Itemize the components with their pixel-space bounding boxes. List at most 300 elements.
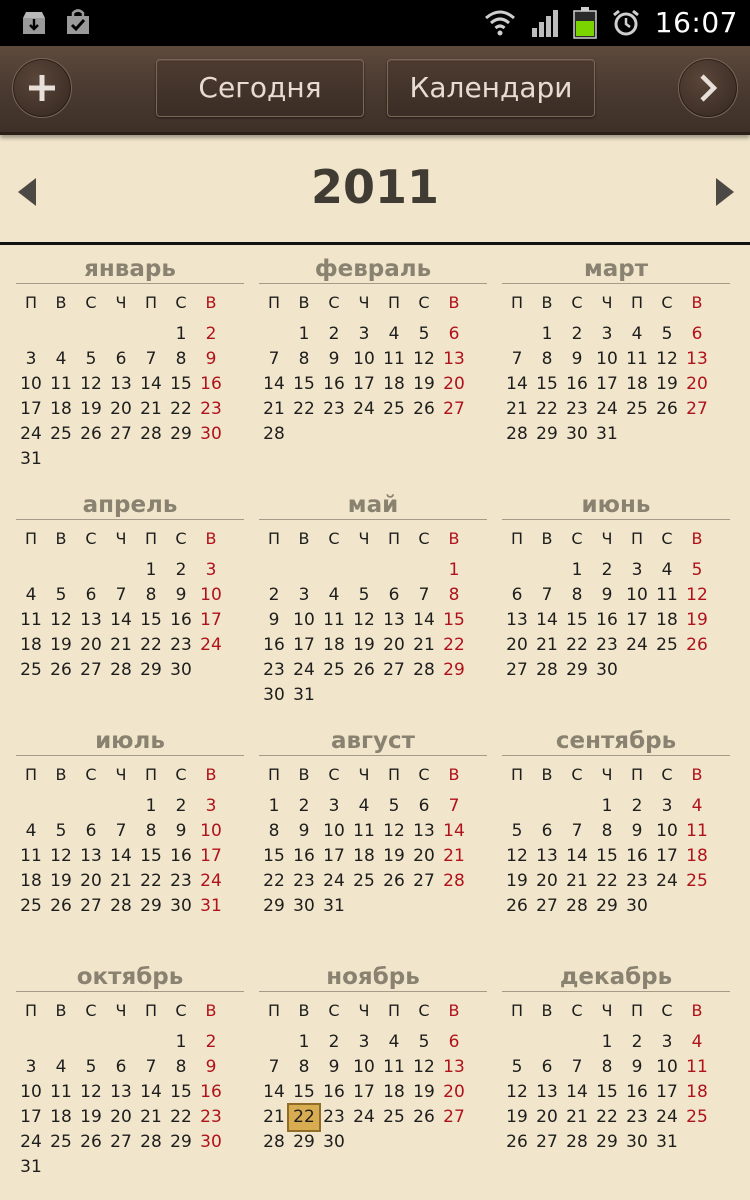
- day-cell[interactable]: 22: [293, 399, 315, 419]
- day-cell[interactable]: 15: [443, 610, 465, 630]
- day-cell[interactable]: 25: [323, 660, 345, 680]
- day-cell[interactable]: 26: [413, 399, 435, 419]
- day-cell[interactable]: 20: [536, 871, 558, 891]
- day-cell[interactable]: 9: [571, 349, 583, 369]
- day-cell[interactable]: 7: [571, 821, 583, 841]
- day-cell[interactable]: 20: [383, 635, 405, 655]
- day-cell[interactable]: 8: [145, 821, 157, 841]
- month-block[interactable]: [259, 486, 487, 718]
- day-cell[interactable]: 27: [80, 660, 102, 680]
- day-cell[interactable]: 10: [626, 585, 648, 605]
- day-cell[interactable]: 14: [566, 1082, 588, 1102]
- day-cell[interactable]: 20: [443, 374, 465, 394]
- month-block[interactable]: [259, 958, 487, 1190]
- day-cell[interactable]: 8: [541, 349, 553, 369]
- day-cell[interactable]: 22: [596, 1107, 618, 1127]
- day-cell[interactable]: 13: [110, 374, 132, 394]
- day-cell[interactable]: 14: [140, 374, 162, 394]
- day-cell[interactable]: 18: [656, 610, 678, 630]
- day-cell[interactable]: 3: [601, 324, 613, 344]
- day-cell[interactable]: 28: [263, 424, 285, 444]
- day-cell[interactable]: 13: [110, 1082, 132, 1102]
- day-cell[interactable]: 29: [170, 424, 192, 444]
- day-cell[interactable]: 26: [353, 660, 375, 680]
- day-cell[interactable]: 13: [506, 610, 528, 630]
- day-cell[interactable]: 18: [626, 374, 648, 394]
- day-cell[interactable]: 24: [323, 871, 345, 891]
- day-cell[interactable]: 23: [626, 871, 648, 891]
- day-cell[interactable]: 9: [175, 821, 187, 841]
- day-cell[interactable]: 17: [596, 374, 618, 394]
- day-cell[interactable]: 12: [50, 846, 72, 866]
- day-cell[interactable]: 20: [443, 1082, 465, 1102]
- day-cell[interactable]: 1: [541, 324, 553, 344]
- day-cell[interactable]: 26: [80, 424, 102, 444]
- day-cell[interactable]: 2: [328, 324, 340, 344]
- day-cell[interactable]: 9: [298, 821, 310, 841]
- day-cell[interactable]: 16: [626, 846, 648, 866]
- day-cell[interactable]: 29: [566, 660, 588, 680]
- day-cell[interactable]: 27: [506, 660, 528, 680]
- day-cell[interactable]: 3: [358, 324, 370, 344]
- day-cell[interactable]: 17: [200, 846, 222, 866]
- day-cell[interactable]: 17: [656, 846, 678, 866]
- day-cell[interactable]: 2: [298, 796, 310, 816]
- day-cell[interactable]: 12: [656, 349, 678, 369]
- day-cell[interactable]: 22: [140, 635, 162, 655]
- day-cell[interactable]: 30: [170, 896, 192, 916]
- day-cell[interactable]: 22: [566, 635, 588, 655]
- day-cell[interactable]: 10: [656, 821, 678, 841]
- day-cell[interactable]: 13: [413, 821, 435, 841]
- day-cell[interactable]: 22: [170, 399, 192, 419]
- day-cell[interactable]: 15: [293, 1082, 315, 1102]
- day-cell[interactable]: 11: [323, 610, 345, 630]
- day-cell[interactable]: 12: [506, 846, 528, 866]
- day-cell[interactable]: 18: [20, 871, 42, 891]
- day-cell[interactable]: 22: [170, 1107, 192, 1127]
- day-cell[interactable]: 16: [596, 610, 618, 630]
- day-cell[interactable]: 21: [566, 1107, 588, 1127]
- day-cell[interactable]: 17: [293, 635, 315, 655]
- day-cell[interactable]: 6: [541, 1057, 553, 1077]
- day-cell[interactable]: 10: [656, 1057, 678, 1077]
- day-cell[interactable]: 4: [25, 821, 37, 841]
- day-cell[interactable]: 8: [175, 1057, 187, 1077]
- day-cell[interactable]: 28: [413, 660, 435, 680]
- day-cell[interactable]: 19: [80, 1107, 102, 1127]
- day-cell[interactable]: 24: [656, 871, 678, 891]
- day-cell[interactable]: 6: [115, 1057, 127, 1077]
- day-cell[interactable]: 18: [20, 635, 42, 655]
- day-cell[interactable]: 28: [263, 1132, 285, 1152]
- day-cell[interactable]: 15: [536, 374, 558, 394]
- day-cell[interactable]: 7: [145, 349, 157, 369]
- day-cell[interactable]: 28: [140, 424, 162, 444]
- day-cell[interactable]: 10: [200, 821, 222, 841]
- day-cell[interactable]: 16: [626, 1082, 648, 1102]
- day-cell[interactable]: 5: [418, 1032, 430, 1052]
- day-cell[interactable]: 5: [85, 349, 97, 369]
- day-cell[interactable]: 11: [50, 1082, 72, 1102]
- day-cell[interactable]: 2: [205, 1032, 217, 1052]
- day-cell[interactable]: 31: [20, 1157, 42, 1177]
- day-cell[interactable]: 16: [293, 846, 315, 866]
- day-cell[interactable]: 21: [263, 399, 285, 419]
- day-cell[interactable]: 2: [268, 585, 280, 605]
- day-cell[interactable]: 11: [383, 349, 405, 369]
- day-cell[interactable]: 18: [353, 846, 375, 866]
- day-cell[interactable]: 4: [631, 324, 643, 344]
- day-cell[interactable]: 2: [175, 560, 187, 580]
- day-cell[interactable]: 21: [263, 1107, 285, 1127]
- day-cell[interactable]: 31: [293, 685, 315, 705]
- day-cell[interactable]: 21: [140, 399, 162, 419]
- day-cell[interactable]: 1: [571, 560, 583, 580]
- day-cell[interactable]: 8: [268, 821, 280, 841]
- day-cell[interactable]: 5: [55, 821, 67, 841]
- day-cell[interactable]: 6: [511, 585, 523, 605]
- day-cell[interactable]: 24: [596, 399, 618, 419]
- day-cell[interactable]: 1: [175, 1032, 187, 1052]
- day-cell[interactable]: 1: [145, 796, 157, 816]
- day-cell[interactable]: 14: [110, 610, 132, 630]
- day-cell[interactable]: 6: [541, 821, 553, 841]
- day-cell[interactable]: 16: [323, 1082, 345, 1102]
- day-cell[interactable]: 8: [448, 585, 460, 605]
- day-cell[interactable]: 4: [55, 1057, 67, 1077]
- day-cell[interactable]: 20: [686, 374, 708, 394]
- day-cell[interactable]: 21: [506, 399, 528, 419]
- day-cell[interactable]: 17: [626, 610, 648, 630]
- day-cell[interactable]: 2: [175, 796, 187, 816]
- day-cell[interactable]: 25: [383, 399, 405, 419]
- day-cell[interactable]: 3: [298, 585, 310, 605]
- month-block[interactable]: [259, 722, 487, 954]
- day-cell[interactable]: 29: [140, 896, 162, 916]
- day-cell[interactable]: 25: [20, 896, 42, 916]
- day-cell[interactable]: 15: [140, 846, 162, 866]
- day-cell[interactable]: 19: [353, 635, 375, 655]
- day-cell[interactable]: 24: [200, 871, 222, 891]
- day-cell[interactable]: 16: [200, 374, 222, 394]
- day-cell[interactable]: 29: [536, 424, 558, 444]
- day-cell[interactable]: 22: [443, 635, 465, 655]
- day-cell[interactable]: 19: [413, 1082, 435, 1102]
- day-cell[interactable]: 27: [413, 871, 435, 891]
- day-cell[interactable]: 27: [383, 660, 405, 680]
- day-cell[interactable]: 12: [383, 821, 405, 841]
- day-cell[interactable]: 30: [293, 896, 315, 916]
- day-cell[interactable]: 25: [626, 399, 648, 419]
- day-cell[interactable]: 13: [80, 610, 102, 630]
- day-cell[interactable]: 28: [140, 1132, 162, 1152]
- day-cell[interactable]: 19: [686, 610, 708, 630]
- day-cell[interactable]: 24: [200, 635, 222, 655]
- day-cell[interactable]: 20: [536, 1107, 558, 1127]
- day-cell[interactable]: 8: [298, 1057, 310, 1077]
- day-cell[interactable]: 25: [383, 1107, 405, 1127]
- month-block[interactable]: [16, 486, 244, 718]
- day-cell[interactable]: 21: [140, 1107, 162, 1127]
- day-cell[interactable]: 30: [200, 424, 222, 444]
- day-cell[interactable]: 5: [511, 821, 523, 841]
- day-cell[interactable]: 2: [328, 1032, 340, 1052]
- day-cell[interactable]: 4: [55, 349, 67, 369]
- day-cell[interactable]: 30: [170, 660, 192, 680]
- day-cell[interactable]: 24: [293, 660, 315, 680]
- day-cell[interactable]: 15: [566, 610, 588, 630]
- day-cell[interactable]: 18: [50, 1107, 72, 1127]
- day-cell[interactable]: 5: [358, 585, 370, 605]
- day-cell[interactable]: 12: [80, 374, 102, 394]
- day-cell[interactable]: 17: [20, 399, 42, 419]
- day-cell[interactable]: 25: [20, 660, 42, 680]
- day-cell[interactable]: 8: [175, 349, 187, 369]
- day-cell[interactable]: 27: [110, 424, 132, 444]
- day-cell[interactable]: 2: [631, 796, 643, 816]
- day-cell[interactable]: 25: [686, 871, 708, 891]
- day-cell[interactable]: 26: [50, 896, 72, 916]
- day-cell[interactable]: 24: [353, 1107, 375, 1127]
- day-cell[interactable]: 3: [328, 796, 340, 816]
- day-cell[interactable]: 29: [293, 1132, 315, 1152]
- day-cell[interactable]: 30: [263, 685, 285, 705]
- day-cell[interactable]: 14: [413, 610, 435, 630]
- day-cell[interactable]: 16: [170, 610, 192, 630]
- day-cell[interactable]: 16: [263, 635, 285, 655]
- day-cell[interactable]: 28: [110, 896, 132, 916]
- day-cell[interactable]: 6: [418, 796, 430, 816]
- day-cell[interactable]: 10: [293, 610, 315, 630]
- day-cell[interactable]: 22: [140, 871, 162, 891]
- month-block[interactable]: [502, 722, 730, 954]
- day-cell[interactable]: 3: [631, 560, 643, 580]
- day-cell[interactable]: 5: [55, 585, 67, 605]
- today-button[interactable]: Сегодня: [156, 59, 364, 117]
- day-cell[interactable]: 16: [170, 846, 192, 866]
- day-cell[interactable]: 18: [50, 399, 72, 419]
- day-cell[interactable]: 25: [686, 1107, 708, 1127]
- day-cell[interactable]: 18: [383, 1082, 405, 1102]
- month-block[interactable]: [259, 250, 487, 482]
- day-cell[interactable]: 14: [263, 374, 285, 394]
- day-cell[interactable]: 23: [263, 660, 285, 680]
- day-cell[interactable]: 14: [536, 610, 558, 630]
- day-cell[interactable]: 1: [601, 1032, 613, 1052]
- day-cell[interactable]: 14: [263, 1082, 285, 1102]
- month-block[interactable]: [16, 250, 244, 482]
- day-cell[interactable]: 6: [115, 349, 127, 369]
- day-cell[interactable]: 21: [536, 635, 558, 655]
- day-cell[interactable]: 20: [80, 871, 102, 891]
- day-cell[interactable]: 19: [413, 374, 435, 394]
- day-cell[interactable]: 14: [443, 821, 465, 841]
- day-cell[interactable]: 21: [443, 846, 465, 866]
- day-cell[interactable]: 22: [536, 399, 558, 419]
- day-cell[interactable]: 9: [328, 1057, 340, 1077]
- day-cell[interactable]: 31: [323, 896, 345, 916]
- day-cell[interactable]: 16: [323, 374, 345, 394]
- day-cell[interactable]: 10: [20, 1082, 42, 1102]
- day-cell[interactable]: 7: [448, 796, 460, 816]
- month-block[interactable]: [16, 958, 244, 1190]
- day-cell[interactable]: 26: [686, 635, 708, 655]
- day-cell[interactable]: 5: [661, 324, 673, 344]
- day-cell[interactable]: 7: [571, 1057, 583, 1077]
- day-cell[interactable]: 31: [596, 424, 618, 444]
- day-cell[interactable]: 9: [328, 349, 340, 369]
- day-cell[interactable]: 27: [536, 1132, 558, 1152]
- day-cell[interactable]: 30: [566, 424, 588, 444]
- day-cell[interactable]: 1: [448, 560, 460, 580]
- month-block[interactable]: [502, 958, 730, 1190]
- day-cell[interactable]: 23: [200, 399, 222, 419]
- day-cell[interactable]: 5: [511, 1057, 523, 1077]
- day-cell[interactable]: 28: [110, 660, 132, 680]
- day-cell[interactable]: 3: [205, 560, 217, 580]
- day-cell[interactable]: 3: [661, 1032, 673, 1052]
- day-cell[interactable]: 15: [170, 374, 192, 394]
- day-cell[interactable]: 17: [353, 1082, 375, 1102]
- month-block[interactable]: [502, 486, 730, 718]
- day-cell[interactable]: 7: [541, 585, 553, 605]
- day-cell[interactable]: 29: [140, 660, 162, 680]
- day-cell[interactable]: 5: [691, 560, 703, 580]
- day-cell[interactable]: 24: [656, 1107, 678, 1127]
- day-cell[interactable]: 28: [566, 1132, 588, 1152]
- day-cell[interactable]: 1: [298, 1032, 310, 1052]
- day-cell[interactable]: 12: [686, 585, 708, 605]
- day-cell[interactable]: 12: [413, 1057, 435, 1077]
- day-cell[interactable]: 13: [536, 1082, 558, 1102]
- day-cell[interactable]: 1: [601, 796, 613, 816]
- day-cell[interactable]: 8: [601, 821, 613, 841]
- next-year-button[interactable]: [708, 174, 738, 210]
- day-cell[interactable]: 3: [25, 1057, 37, 1077]
- day-cell[interactable]: 9: [175, 585, 187, 605]
- day-cell[interactable]: 21: [566, 871, 588, 891]
- day-cell[interactable]: 5: [418, 324, 430, 344]
- day-cell[interactable]: 11: [20, 610, 42, 630]
- day-cell[interactable]: 10: [353, 349, 375, 369]
- day-cell[interactable]: 17: [353, 374, 375, 394]
- day-cell[interactable]: 7: [145, 1057, 157, 1077]
- day-cell[interactable]: 30: [323, 1132, 345, 1152]
- day-cell[interactable]: 6: [85, 585, 97, 605]
- day-cell[interactable]: 7: [418, 585, 430, 605]
- day-cell[interactable]: 8: [145, 585, 157, 605]
- day-cell[interactable]: 2: [205, 324, 217, 344]
- day-cell[interactable]: 8: [601, 1057, 613, 1077]
- day-cell[interactable]: 8: [298, 349, 310, 369]
- day-cell[interactable]: 23: [170, 635, 192, 655]
- day-cell[interactable]: 26: [383, 871, 405, 891]
- day-cell[interactable]: 1: [175, 324, 187, 344]
- day-cell[interactable]: 19: [50, 871, 72, 891]
- day-cell[interactable]: 15: [170, 1082, 192, 1102]
- next-button[interactable]: [678, 58, 738, 118]
- day-cell[interactable]: 15: [293, 374, 315, 394]
- day-cell[interactable]: 27: [536, 896, 558, 916]
- day-cell[interactable]: 19: [80, 399, 102, 419]
- day-cell[interactable]: 30: [626, 1132, 648, 1152]
- day-cell[interactable]: 3: [358, 1032, 370, 1052]
- day-cell[interactable]: 31: [200, 896, 222, 916]
- day-cell[interactable]: 11: [20, 846, 42, 866]
- day-cell[interactable]: 24: [20, 424, 42, 444]
- day-cell[interactable]: 22: [596, 871, 618, 891]
- day-cell[interactable]: 4: [25, 585, 37, 605]
- day-cell[interactable]: 7: [115, 585, 127, 605]
- day-cell[interactable]: 9: [601, 585, 613, 605]
- day-cell[interactable]: 23: [293, 871, 315, 891]
- day-cell[interactable]: 20: [413, 846, 435, 866]
- month-block[interactable]: [502, 250, 730, 482]
- day-cell[interactable]: 7: [511, 349, 523, 369]
- day-cell[interactable]: 26: [506, 896, 528, 916]
- day-cell[interactable]: 12: [506, 1082, 528, 1102]
- day-cell[interactable]: 1: [268, 796, 280, 816]
- day-cell[interactable]: 26: [50, 660, 72, 680]
- day-cell[interactable]: 10: [596, 349, 618, 369]
- day-cell[interactable]: 4: [661, 560, 673, 580]
- day-cell[interactable]: 18: [323, 635, 345, 655]
- day-cell[interactable]: 6: [691, 324, 703, 344]
- day-cell[interactable]: 27: [443, 1107, 465, 1127]
- day-cell[interactable]: 13: [80, 846, 102, 866]
- day-cell[interactable]: 21: [110, 871, 132, 891]
- day-cell[interactable]: 18: [686, 846, 708, 866]
- day-cell[interactable]: 17: [200, 610, 222, 630]
- day-cell[interactable]: 29: [263, 896, 285, 916]
- day-cell[interactable]: 2: [631, 1032, 643, 1052]
- day-cell[interactable]: 20: [110, 1107, 132, 1127]
- day-cell[interactable]: 3: [661, 796, 673, 816]
- day-cell[interactable]: 21: [413, 635, 435, 655]
- day-cell[interactable]: 5: [388, 796, 400, 816]
- day-cell[interactable]: 28: [443, 871, 465, 891]
- day-cell[interactable]: 2: [601, 560, 613, 580]
- day-cell[interactable]: 27: [686, 399, 708, 419]
- day-cell[interactable]: 31: [656, 1132, 678, 1152]
- day-cell[interactable]: 27: [110, 1132, 132, 1152]
- day-cell[interactable]: 6: [85, 821, 97, 841]
- day-cell[interactable]: 23: [566, 399, 588, 419]
- day-cell[interactable]: 15: [140, 610, 162, 630]
- day-cell[interactable]: 11: [656, 585, 678, 605]
- day-cell[interactable]: 31: [20, 449, 42, 469]
- day-cell[interactable]: 23: [200, 1107, 222, 1127]
- shopping-bag-check-icon[interactable]: [64, 8, 92, 36]
- day-cell[interactable]: 28: [536, 660, 558, 680]
- day-cell[interactable]: 25: [656, 635, 678, 655]
- day-cell[interactable]: 10: [20, 374, 42, 394]
- day-cell[interactable]: 29: [443, 660, 465, 680]
- day-cell[interactable]: 27: [443, 399, 465, 419]
- day-cell[interactable]: 10: [200, 585, 222, 605]
- day-cell[interactable]: 20: [506, 635, 528, 655]
- day-cell[interactable]: 11: [686, 1057, 708, 1077]
- day-cell[interactable]: 25: [50, 424, 72, 444]
- day-cell[interactable]: 14: [140, 1082, 162, 1102]
- day-cell[interactable]: 2: [571, 324, 583, 344]
- day-cell[interactable]: 22: [263, 871, 285, 891]
- day-cell[interactable]: 12: [353, 610, 375, 630]
- day-cell[interactable]: 6: [388, 585, 400, 605]
- day-cell[interactable]: 4: [691, 796, 703, 816]
- day-cell[interactable]: 12: [50, 610, 72, 630]
